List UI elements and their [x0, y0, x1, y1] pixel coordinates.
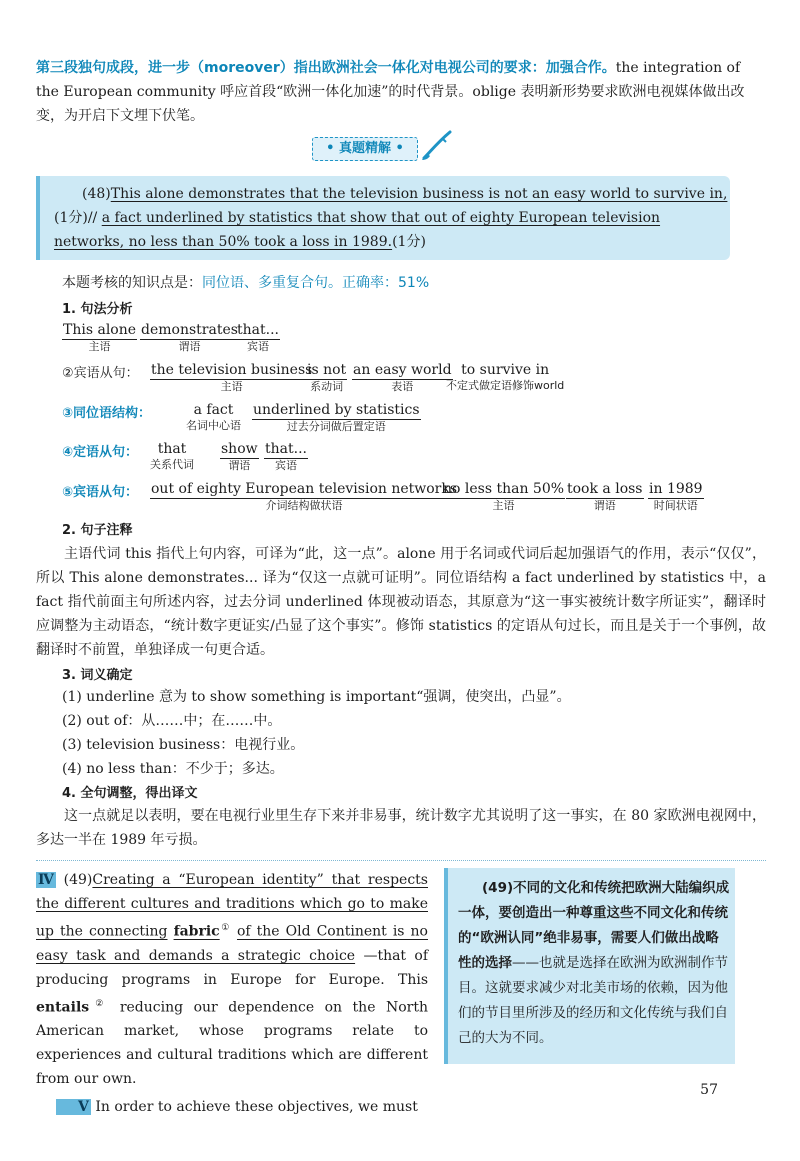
row1-object-word: that...: [237, 322, 279, 338]
brush-icon: [420, 128, 454, 162]
knowledge-rate: 51%: [398, 275, 430, 291]
row5-label: ⑤宾语从句：: [62, 485, 139, 500]
row5-adverbial-word: out of eighty European television networks: [151, 481, 458, 497]
section-badge: • 真题精解 •: [312, 137, 418, 161]
paragraph-mark-4: Ⅳ: [38, 872, 54, 888]
row5-predicate-word: took a loss: [567, 481, 643, 497]
section-3-heading: 3. 词义确定: [62, 668, 133, 683]
row5-time: [648, 481, 704, 513]
section-3-item-3: (3) television business：电视行业。: [62, 737, 305, 753]
row2-linking-verb-word: is not: [307, 362, 347, 378]
knowledge-rate-label: 正确率：: [342, 275, 398, 291]
page-number: 57: [700, 1082, 718, 1098]
section-1-heading: 1. 句法分析: [62, 302, 133, 317]
row4-predicate: [220, 441, 259, 473]
row2-predicative: [352, 362, 453, 394]
q49-underlined-1: Creating a “European identity” that respects the different cultures and traditions which go to make up the connecting: [36, 872, 428, 940]
translation-49-bold: 不同的文化和传统把欧洲大陆编织成一体，要创造出一种尊重这些不同文化和传统的“欧洲认同”绝非易事，需要人们做出战略性的选择: [458, 880, 730, 971]
q48-score2: (1分): [392, 234, 426, 250]
row1-object-role: 宾语: [246, 340, 269, 353]
row4-relative-role: 关系代词: [150, 458, 194, 471]
translation-49-rest: ——也就是选择在欧洲为欧洲制作节目。这就要求减少对北美市场的依赖，因为他们的节目里所涉及的经历和文化传统与我们自己的大为不同。: [458, 955, 728, 1046]
row2-label: ②宾语从句：: [62, 366, 139, 381]
row5-subject-role: 主语: [492, 499, 515, 512]
q48-part1: This alone demonstrates that the television business is not an easy world to survive in,: [110, 186, 728, 202]
row3-participle-word: underlined by statistics: [253, 402, 420, 418]
row2-subject: [150, 362, 313, 394]
row4-predicate-role: 谓语: [228, 459, 251, 472]
row3-participle-role: 过去分词做后置定语: [286, 420, 386, 433]
section-3-item-2: (2) out of：从……中；在……中。: [62, 713, 282, 729]
knowledge-line: [62, 272, 429, 292]
row1-subject: [62, 322, 137, 354]
translation-49-box: [444, 868, 735, 1064]
q48-score1: (1分)//: [54, 210, 98, 226]
passage-49: [36, 868, 428, 1119]
q49-rest-2: reducing our dependence on the North American market, whose programs relate to experiences and cultural traditions which are different from our own.: [36, 999, 428, 1088]
row4-predicate-word: show: [221, 441, 258, 457]
row3-head: [186, 402, 241, 433]
row3-participle: [252, 402, 421, 434]
row2-predicative-word: an easy world: [353, 362, 452, 378]
row5-time-word: in 1989: [649, 481, 703, 497]
row4-object-word: that...: [265, 441, 307, 457]
q49-next: In order to achieve these objectives, we must: [95, 1099, 418, 1116]
row2-subject-word: the television business: [151, 362, 313, 378]
translation-49-text: [458, 876, 730, 1051]
intro-paragraph: [36, 56, 766, 128]
section-2-heading: 2. 句子注释: [62, 523, 133, 538]
section-4-heading: 4. 全句调整，得出译文: [62, 786, 198, 801]
q48-number: (48): [82, 186, 111, 202]
row3-head-word: a fact: [193, 402, 234, 418]
intro-rest: the integration of the European community 呼应首段“欧洲一体化加速”的时代背景。oblige 表明新形势要求欧洲电视媒体做出改变，为开启下文埋下伏笔。: [36, 60, 745, 124]
row4-relative-word: that: [157, 441, 187, 457]
q49-underlined-2: of the Old Continent is no easy task and demands a strategic choice: [36, 923, 428, 964]
row4-label: ④定语从句：: [62, 445, 139, 460]
question-48-box: [36, 176, 730, 260]
q48-part2: a fact underlined by statistics that show that out of eighty European television networks, no less than 50% took a loss in 1989.: [54, 210, 661, 250]
row5-subject: [442, 481, 565, 513]
row2-infinitive-word: to survive in: [461, 362, 550, 378]
q49-fabric: fabric: [173, 923, 220, 940]
footnote-1: ①: [219, 923, 231, 933]
row5-adverbial: [150, 481, 458, 513]
row1-predicate-word: demonstrates: [141, 322, 238, 338]
footnote-2: ②: [89, 998, 110, 1009]
row5-predicate-role: 谓语: [593, 499, 616, 512]
section-3-item-4: (4) no less than：不少于；多达。: [62, 761, 284, 777]
row1-predicate-role: 谓语: [178, 340, 201, 353]
row2-linking-verb: [306, 362, 347, 394]
q49-rest-1: —that of producing programs in Europe for Europe. This: [36, 947, 429, 988]
translation-49-number: (49): [482, 880, 514, 896]
row5-subject-word: no less than 50%: [443, 481, 565, 497]
row5-adverbial-role: 介词结构做状语: [265, 499, 343, 512]
row1-subject-role: 主语: [88, 340, 111, 353]
row1-predicate: [140, 322, 239, 354]
row5-predicate: [566, 481, 644, 513]
row4-relative: [150, 441, 194, 472]
section-4-text: 这一点就足以表明，要在电视行业里生存下来并非易事，统计数字尤其说明了这一事实，在 80 家欧洲电视网中，多达一半在 1989 年亏损。: [36, 808, 766, 848]
row2-linking-verb-role: 系动词: [310, 380, 344, 393]
row1-object: [236, 322, 280, 354]
knowledge-prefix: 本题考核的知识点是：: [62, 275, 202, 291]
q49-number: (49): [63, 872, 93, 888]
row4-object-role: 宾语: [274, 459, 297, 472]
question-48-text: [54, 182, 730, 254]
section-2-text: 主语代词 this 指代上句内容，可译为“此，这一点”。alone 用于名词或代词后起加强语气的作用，表示“仅仅”，所以 This alone demonstrates... 译为“仅这一点就可证明”。同位语结构 a fact underlined by statistics 中，a fact 指代前面主句所述内容，过去分词 underlined 体现被动语态，其原意为“这一事实被统计数字所证实”，翻译时应调整为主动语态，“统计数字更证实/凸显了这个事实”。修饰 statistics 的定语从句过长，而且是关于一个事例，故翻译时不前置，单独译成一句更合适。: [36, 546, 766, 658]
row2-infinitive-role: 不定式做定语修饰world: [446, 379, 565, 392]
paragraph-mark-5: Ⅴ: [56, 1099, 91, 1115]
row2-subject-role: 主语: [220, 380, 243, 393]
row4-object: [264, 441, 308, 473]
row3-head-role: 名词中心语: [186, 419, 241, 432]
divider: [36, 860, 766, 861]
row1-subject-word: This alone: [63, 322, 137, 338]
row2-predicative-role: 表语: [391, 380, 414, 393]
knowledge-points: 同位语、多重复合句。: [202, 275, 342, 291]
section-3-item-1: (1) underline 意为 to show something is important“强调，使突出，凸显”。: [62, 689, 571, 705]
intro-bold: 第三段独句成段，进一步（moreover）指出欧洲社会一体化对电视公司的要求：加强合作。: [36, 60, 616, 76]
q49-entails: entails: [36, 999, 90, 1016]
row5-time-role: 时间状语: [653, 499, 698, 512]
row2-infinitive: [446, 362, 564, 393]
row3-label: ③同位语结构：: [62, 406, 152, 421]
